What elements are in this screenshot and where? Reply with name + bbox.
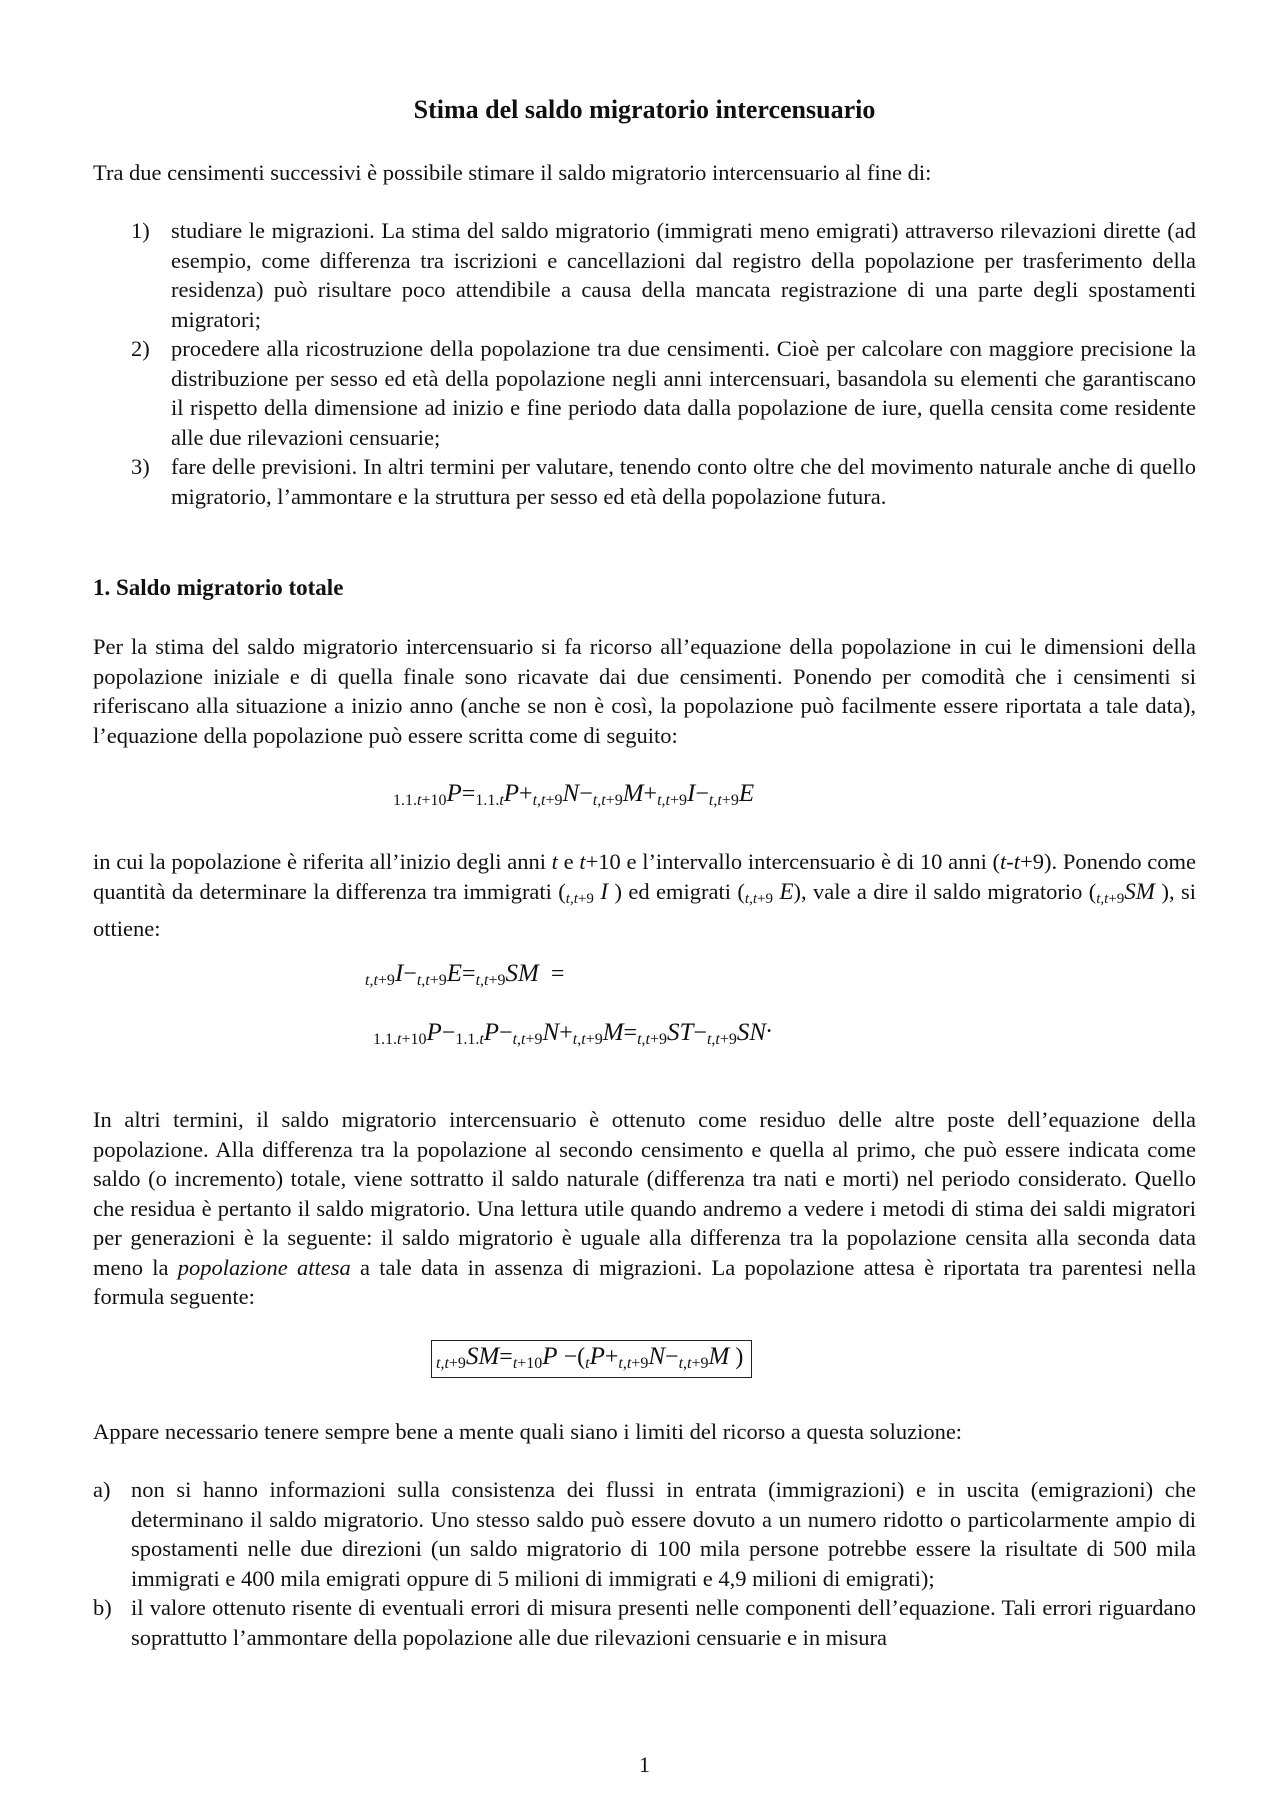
paragraph-residuo: In altri termini, il saldo migratorio intercensuario è ottenuto come residuo delle altre poste dell’equazione della popolazione. Alla differenza tra la popolazione al secondo censimento e quella al primo, che può essere indicata come saldo (o incremento) totale, viene sottratto il saldo naturale (differenza tra nati e morti) nel periodo considerato. Quello che residua è pertanto il saldo migratorio. Una lettura utile quando andremo a vedere i metodi di stima dei saldi migratori per generazioni è la seguente: il saldo migratorio è uguale alla differenza tra la popolazione censita alla seconda data meno la popolazione attesa a tale data in assenza di migrazioni. La popolazione attesa è riportata tra parentesi nella formula seguente: xyxy=(93,1107,1196,1309)
section-heading: 1. Saldo migratorio totale xyxy=(93,575,344,600)
limits-list xyxy=(93,1475,1196,1652)
migration-balance-equation-continued: 1.1.t+10P−1.1.tP−t,t+9N+t,t+9M=t,t+9ST−t,t+9SN. xyxy=(373,1012,773,1048)
migration-balance-equation: t,t+9I−t,t+9E=t,t+9SM = xyxy=(365,960,565,989)
list-item: a) non si hanno informazioni sulla consistenza dei flussi in entrata (immigrazioni) e in uscita (emigrazioni) che determinano il saldo migratorio. Uno stesso saldo può essere dovuto a un numero ridotto o particolarmente ampio di spostamenti nelle due direzioni (un saldo migratorio di 100 mila persone potrebbe essere la risultate di 500 mila immigrati e 400 mila emigrati oppure di 5 milioni di immigrati e 4,9 milioni di emigrati); xyxy=(93,1477,1196,1591)
expected-population-formula-box: t,t+9SM=t+10P −(tP+t,t+9N−t,t+9M ) xyxy=(431,1340,752,1378)
purpose-list xyxy=(93,216,1196,511)
page-number: 1 xyxy=(639,1752,650,1777)
list-item: b) il valore ottenuto risente di eventuali errori di misura presenti nelle componenti dell’equazione. Tali errori riguardano soprattutto l’ammontare della popolazione alle due rilevazioni censuarie e in misura xyxy=(93,1595,1196,1650)
population-equation: 1.1.t+10P=1.1.tP+t,t+9N−t,t+9M+t,t+9I−t,t+9E xyxy=(393,780,755,809)
list-item: 1) studiare le migrazioni. La stima del saldo migratorio (immigrati meno emigrati) attraverso rilevazioni dirette (ad esempio, come differenza tra iscrizioni e cancellazioni dal registro della popolazione per trasferimento della residenza) può risultare poco attendibile a causa della mancata registrazione di una parte degli spostamenti migratori; xyxy=(131,218,1196,332)
paragraph-in-cui: in cui la popolazione è riferita all’inizio degli anni t e t+10 e l’intervallo intercensuario è di 10 anni (t-t+9). Ponendo come quantità da determinare la differenza tra immigrati ($_{t,t+9}$ I ) ed emigrati ($_{t,t+9}$ E), vale a dire il saldo migratorio ($_{t,t+9}SM$ ), si ottiene: xyxy=(93,849,1196,941)
paragraph-equation-intro: Per la stima del saldo migratorio intercensuario si fa ricorso all’equazione della popolazione in cui le dimensioni della popolazione iniziale e di quella finale sono ricavate dai due censimenti. Ponendo per comodità che i censimenti si riferiscano alla situazione a inizio anno (anche se non è così, la popolazione può facilmente essere riportata a tale data), l’equazione della popolazione può essere scritta come di seguito: xyxy=(93,634,1196,748)
intro-paragraph: Tra due censimenti successivi è possibile stimare il saldo migratorio intercensuario al fine di: xyxy=(93,160,932,185)
list-item: 2) procedere alla ricostruzione della popolazione tra due censimenti. Cioè per calcolare con maggiore precisione la distribuzione per sesso ed età della popolazione negli anni intercensuari, basandola su elementi che garantiscano il rispetto della dimensione ad inizio e fine periodo data dalla popolazione de iure, quella censita come residente alle due rilevazioni censuarie; xyxy=(131,336,1196,450)
page-title: Stima del saldo migratorio intercensuario xyxy=(413,95,876,124)
list-item: 3) fare delle previsioni. In altri termini per valutare, tenendo conto oltre che del movimento naturale anche di quello migratorio, l’ammontare e la struttura per sesso ed età della popolazione futura. xyxy=(131,454,1196,509)
paragraph-limiti: Appare necessario tenere sempre bene a mente quali siano i limiti del ricorso a questa soluzione: xyxy=(93,1419,963,1444)
